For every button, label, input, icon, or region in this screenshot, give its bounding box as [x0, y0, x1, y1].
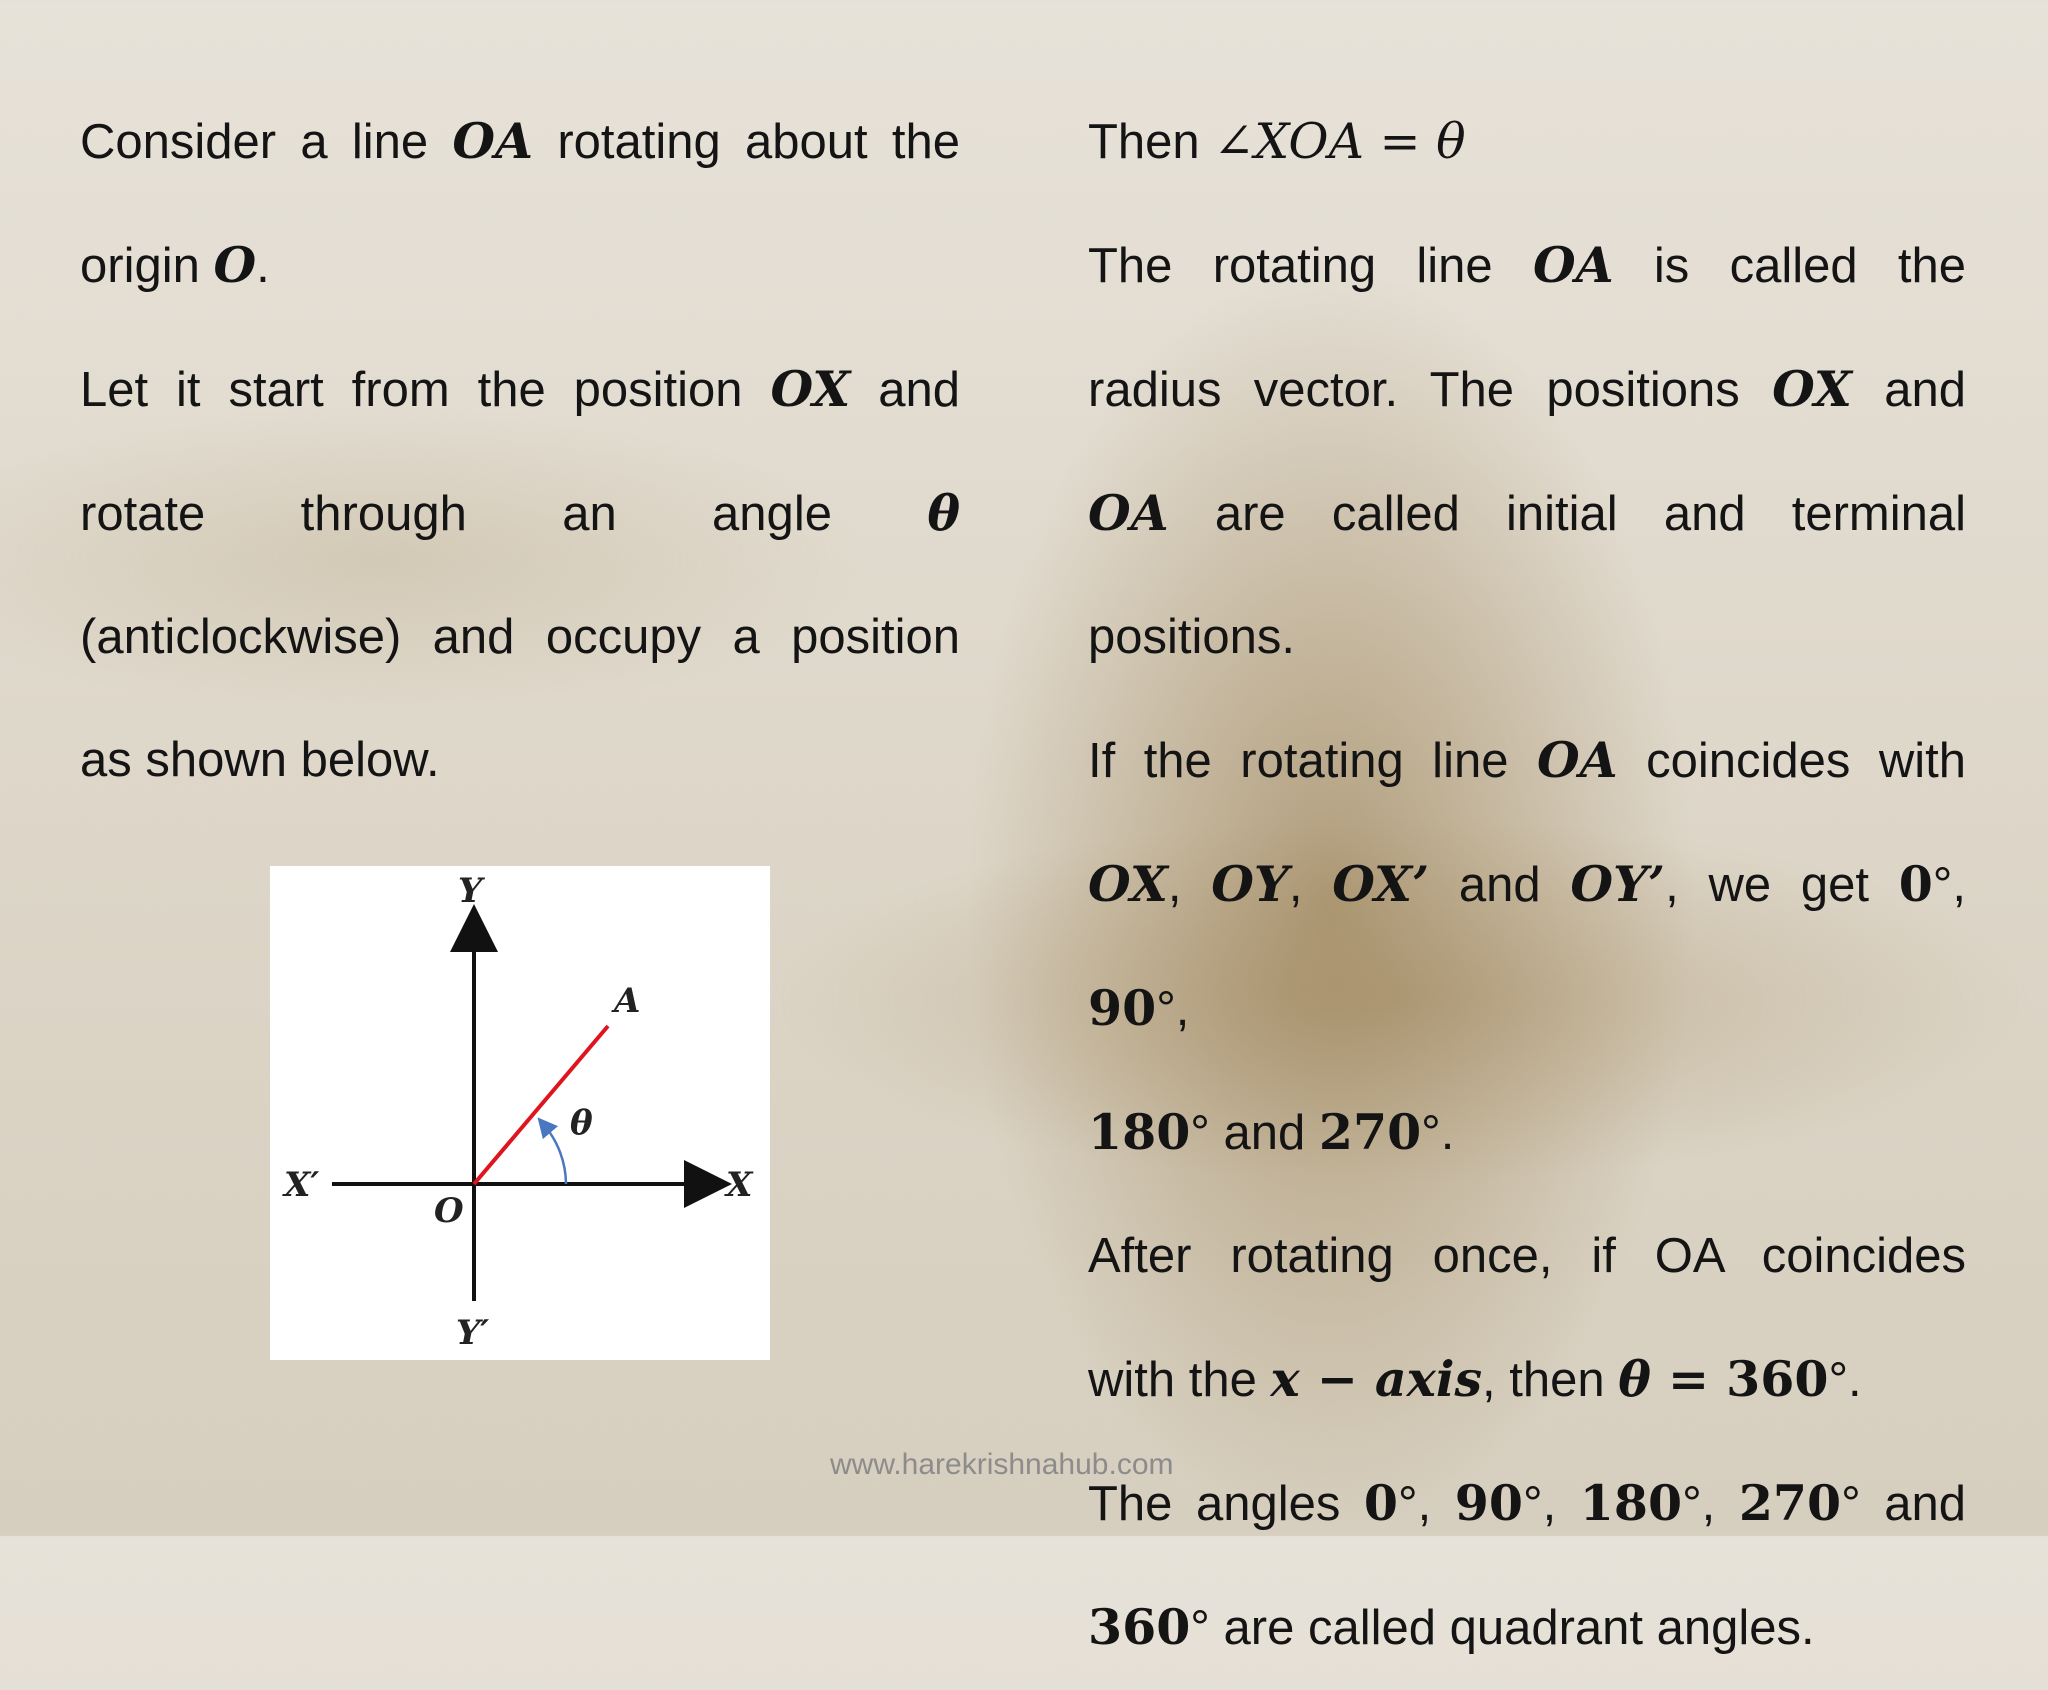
left-line-6: as shown below. — [80, 733, 440, 787]
right-paragraph — [1088, 80, 1966, 1690]
right-line-1: Then ∠XOA = θ — [1088, 113, 1466, 170]
right-line-2: The rotating line OA is called the — [1088, 236, 1966, 294]
left-line-4: rotate through an angle θ — [80, 484, 960, 542]
right-line-7: OX, OY, OX’ and OY’, we get 0°, 90°, — [1088, 855, 1967, 1037]
x-axis-label: X — [726, 1165, 753, 1205]
y-axis-label: Y — [458, 871, 483, 911]
right-line-10: with the x − axis, then θ = 360°. — [1088, 1350, 1862, 1408]
y-prime-label: Y′ — [456, 1313, 490, 1353]
theta-label: θ — [570, 1103, 593, 1143]
x-prime-label: X′ — [284, 1165, 320, 1205]
angle-diagram — [270, 866, 770, 1360]
left-line-1: Consider a line OA rotating about the — [80, 112, 960, 170]
right-line-12: 360° are called quadrant angles. — [1088, 1598, 1815, 1656]
point-a-label: A — [614, 981, 641, 1021]
left-line-3: Let it start from the position OX and — [80, 360, 960, 418]
left-paragraph — [80, 80, 960, 822]
origin-label: O — [434, 1191, 464, 1231]
right-line-9: After rotating once, if OA coincides — [1088, 1229, 1966, 1283]
right-line-8: 180° and 270°. — [1088, 1103, 1455, 1161]
right-line-6: If the rotating line OA coincides with — [1088, 731, 1966, 789]
right-line-3: radius vector. The positions OX and — [1088, 360, 1966, 418]
left-line-2: origin O. — [80, 236, 270, 294]
left-line-5: (anticlockwise) and occupy a position — [80, 610, 960, 664]
angle-arc — [544, 1125, 566, 1184]
right-line-5: positions. — [1088, 610, 1296, 664]
watermark: www.harekrishnahub.com — [830, 1448, 1174, 1481]
right-line-11: The angles 0°, 90°, 180°, 270° and — [1088, 1474, 1967, 1532]
right-line-4: OA are called initial and terminal — [1088, 484, 1966, 542]
angle-diagram-svg — [270, 866, 770, 1360]
